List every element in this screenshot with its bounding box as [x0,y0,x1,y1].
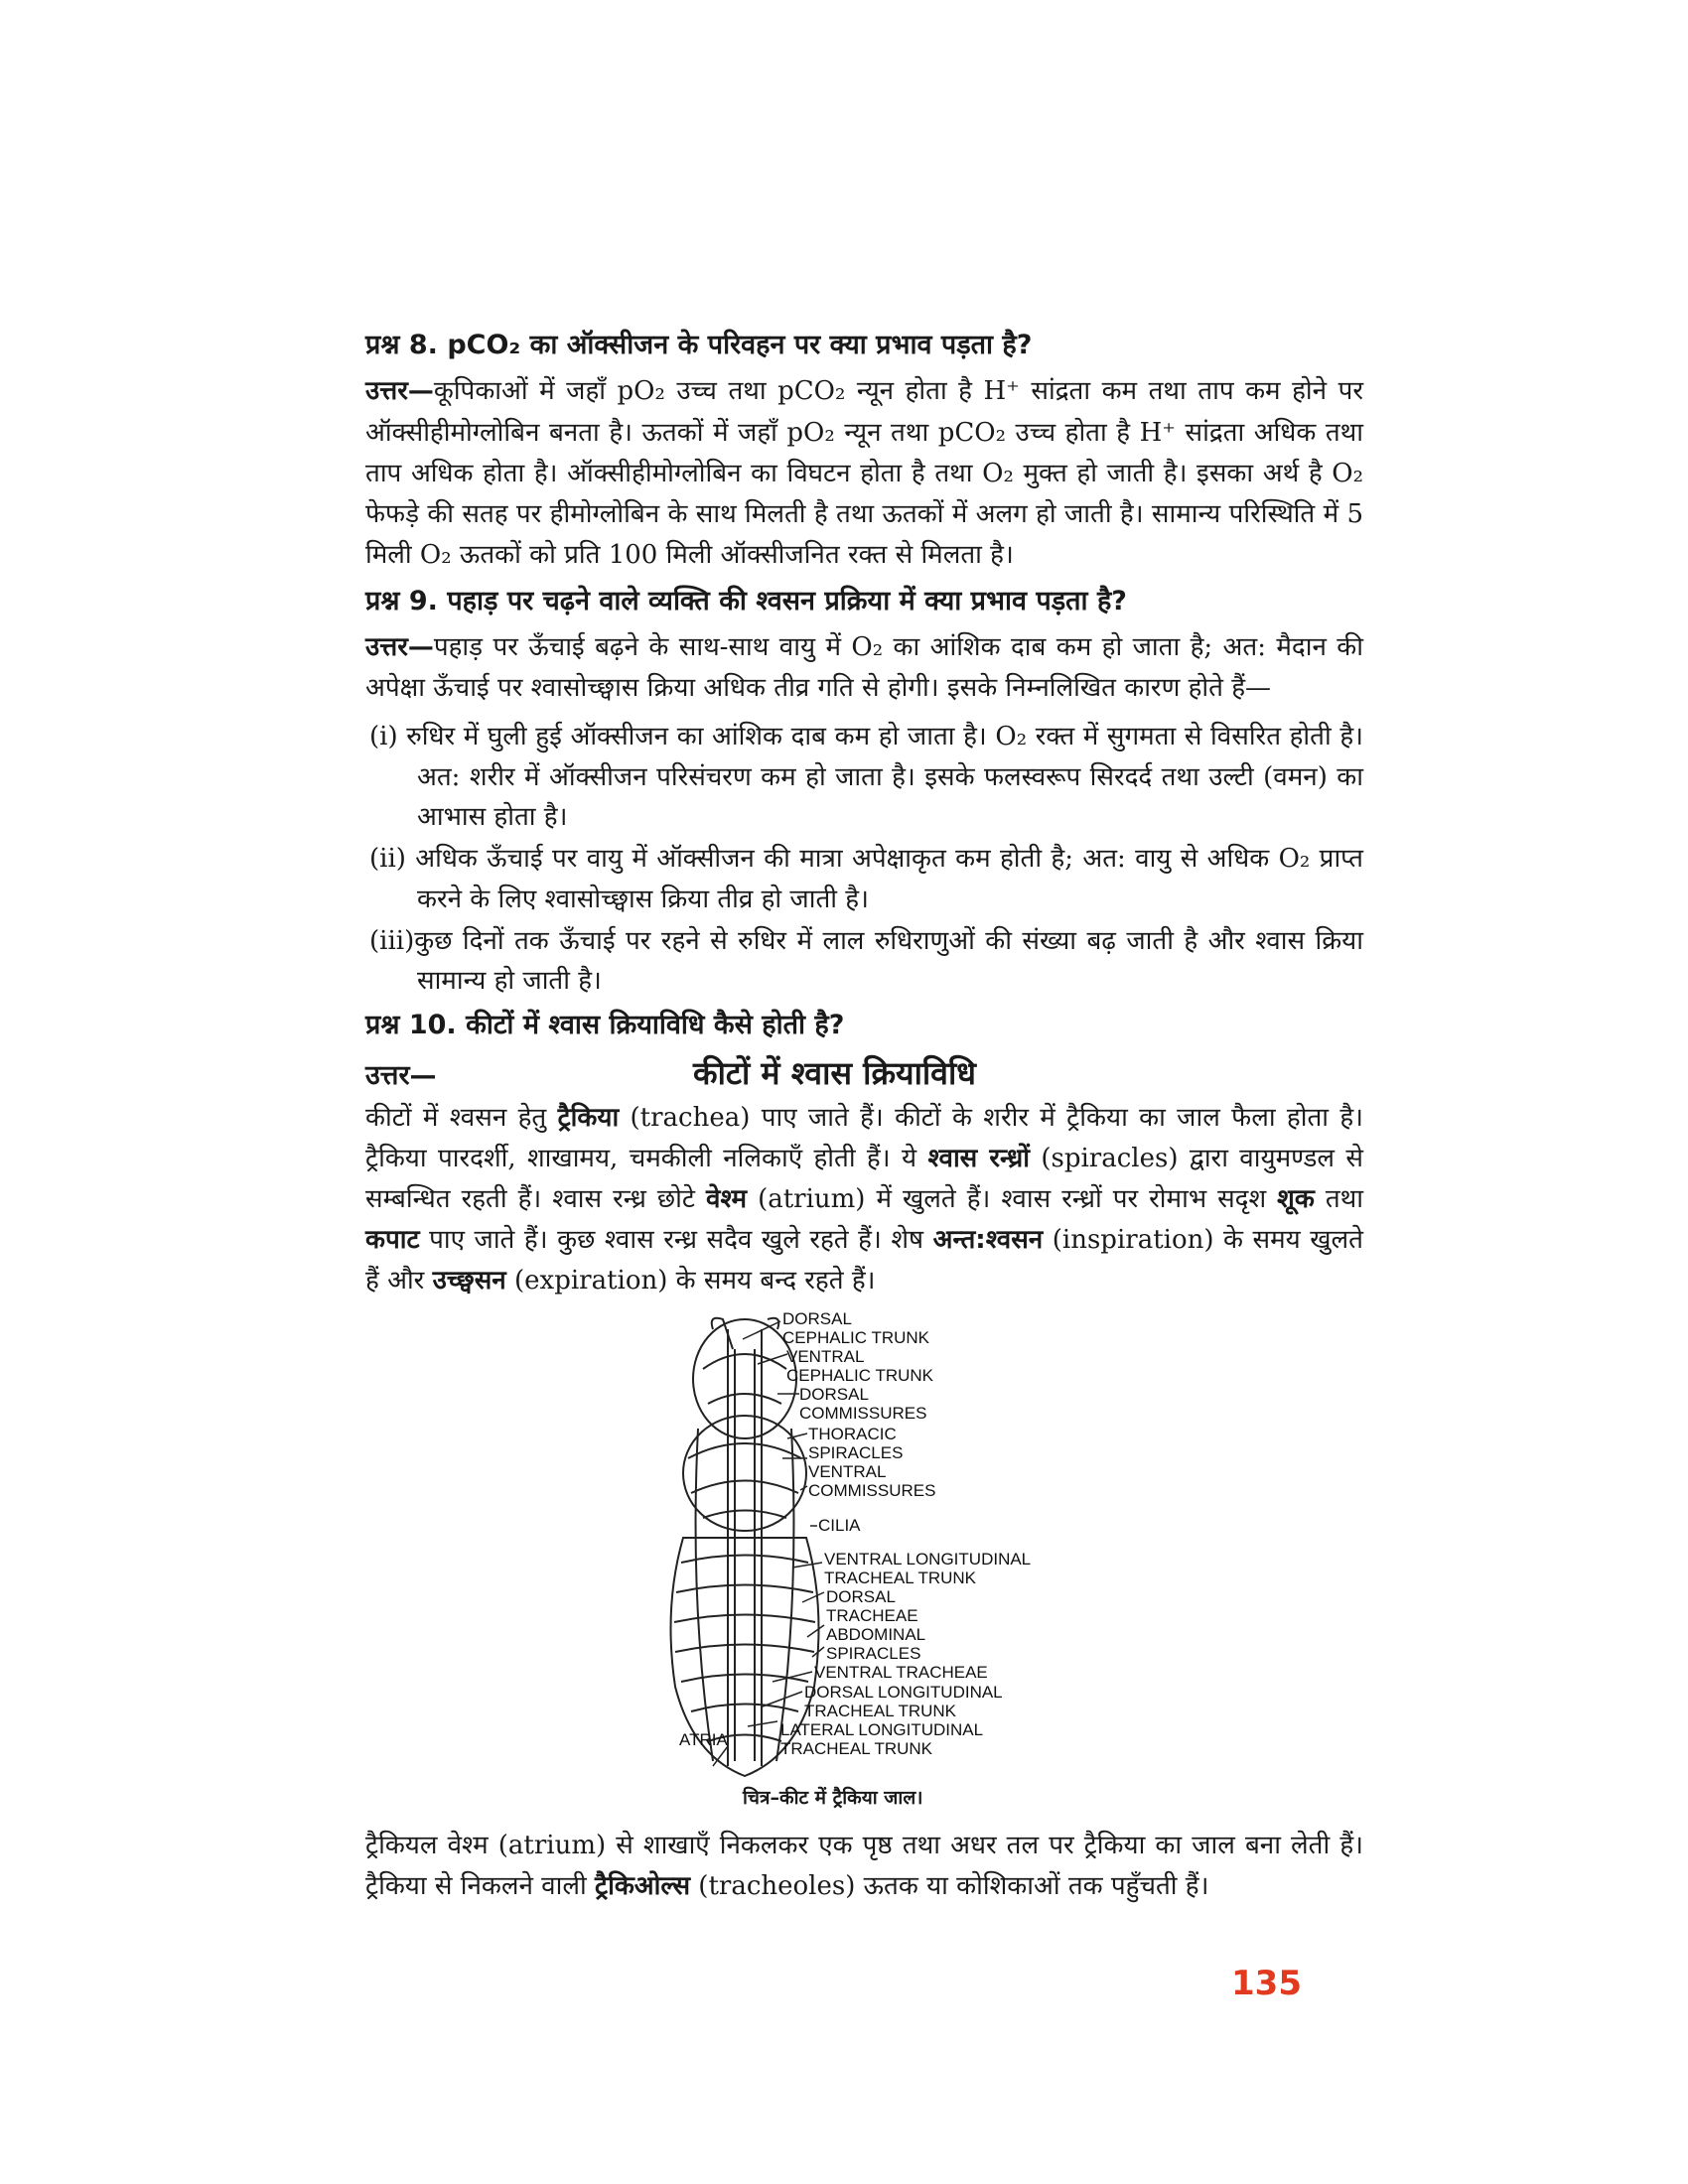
answer-text: कूपिकाओं में जहाँ pO₂ उच्च तथा pCO₂ न्यून होता है H⁺ सांद्रता कम तथा ताप कम होने पर ऑक्सीहीमोग्लोबिन बनता है। ऊतकों में जहाँ pO₂ न्यून तथा pCO₂ उच्च होता है H⁺ सांद्रता अधिक तथा ताप अधिक होता है। ऑक्सीहीमोग्लोबिन का विघटन होता है तथा O₂ मुक्त हो जाती है। इसका अर्थ है O₂ फेफड़े की सतह पर हीमोग्लोबिन के साथ मिलती है तथा ऊतकों में अलग हो जाती है। सामान्य परिस्थिति में 5 मिली O₂ ऊतकों को प्रति 100 मिली ऑक्सीजनित रक्त से मिलता है। [365,376,1363,570]
answer-label: उत्तर— [365,376,434,407]
label-cilia: CILIA [818,1516,861,1536]
question-text: पहाड़ पर चढ़ने वाले व्यक्ति की श्वसन प्रक्रिया में क्या प्रभाव पड़ता है? [447,585,1127,616]
text: तथा [1314,1184,1363,1215]
question-9 [365,584,1363,619]
label-ventral-longitudinal-tracheal-trunk: VENTRAL LONGITUDINAL TRACHEAL TRUNK [824,1550,1032,1588]
answer-label: उत्तर— [365,1059,437,1091]
text: ट्रैकियल वेश्म (atrium) से शाखाएँ निकलकर एक पृष्ठ तथा अधर तल पर ट्रैकिया का जाल बना लेती हैं। ट्रैकिया से निकलने वाली [365,1831,1363,1902]
label-dorsal-cephalic-trunk: DORSAL CEPHALIC TRUNK [782,1309,929,1348]
answer-8 [365,371,1363,575]
label-lateral-longitudinal-tracheal-trunk: LATERAL LONGITUDINAL TRACHEAL TRUNK [780,1720,984,1759]
page-number: 135 [1231,1964,1302,2003]
question-8 [365,328,1363,363]
list-item [365,839,1363,919]
text: (atrium) में खुलते हैं। श्वास रन्ध्रों पर रोमाभ सदृश [747,1184,1278,1215]
reasons-list [365,717,1363,1001]
paragraph-trachea [365,1098,1363,1301]
text: (spiracles) द्वारा वायुमण्डल से सम्बन्धित रहती हैं। श्वास रन्ध्र छोटे [365,1144,1363,1215]
term-atrium: वेश्म [706,1184,748,1215]
page-content [365,328,1363,1915]
text: कीटों में श्वसन हेतु [365,1102,558,1133]
answer-label: उत्तर— [365,632,434,663]
label-atria: ATRIA [679,1730,728,1750]
question-text: कीटों में श्वास क्रियाविधि कैसे होती है? [466,1009,845,1040]
answer-heading-row [365,1051,1363,1094]
label-dorsal-tracheae: DORSAL TRACHEAE [826,1587,918,1626]
question-label: प्रश्न 9. [365,585,438,616]
text: (expiration) के समय बन्द रहते हैं। [505,1266,876,1297]
tracheal-system-figure [365,1309,1363,1826]
item-text: कुछ दिनों तक ऊँचाई पर रहने से रुधिर में लाल रुधिराणुओं की संख्या बढ़ जाती है और श्वास क्रिया सामान्य हो जाती है। [414,925,1363,997]
list-item [365,717,1363,837]
item-number: (ii) [369,844,406,875]
question-label: प्रश्न 8. [365,330,438,360]
list-item [365,921,1363,1002]
label-ventral-commissures: VENTRAL COMMISSURES [808,1462,936,1501]
label-ventral-tracheae: VENTRAL TRACHEAE [814,1663,988,1683]
item-number: (i) [369,722,398,752]
term-bristles: शूक [1277,1184,1315,1215]
text: (inspiration) के समय खुलते हैं और [365,1225,1363,1297]
label-ventral-cephalic-trunk: VENTRAL CEPHALIC TRUNK [786,1347,933,1386]
answer-text: पहाड़ पर ऊँचाई बढ़ने के साथ-साथ वायु में O₂ का आंशिक दाब कम हो जाता है; अत: मैदान की अपेक्षा ऊँचाई पर श्वासोच्छ्वास क्रिया अधिक तीव्र गति से होगी। इसके निम्नलिखित कारण होते हैं— [365,632,1363,704]
item-number: (iii) [369,925,415,956]
label-dorsal-commissures: DORSAL COMMISSURES [799,1385,927,1424]
label-thoracic-spiracles: THORACIC SPIRACLES [808,1425,904,1463]
term-expiration: उच्छ्वसन [432,1266,506,1297]
answer-9 [365,627,1363,709]
item-text: रुधिर में घुली हुई ऑक्सीजन का आंशिक दाब कम हो जाता है। O₂ रक्त में सुगमता से विसरित होती है। अत: शरीर में ऑक्सीजन परिसंचरण कम हो जाता है। इसके फलस्वरूप सिरदर्द तथा उल्टी (वमन) का आभास होता है। [406,722,1363,833]
figure-caption: चित्र–कीट में ट्रैकिया जाल। [743,1787,923,1810]
label-dorsal-longitudinal-tracheal-trunk: DORSAL LONGITUDINAL TRACHEAL TRUNK [804,1683,1003,1721]
term-inspiration: अन्त:श्वसन [932,1225,1044,1256]
section-heading: कीटों में श्वास क्रियाविधि [693,1053,976,1092]
term-valves: कपाट [365,1225,420,1256]
question-label: प्रश्न 10. [365,1009,457,1040]
term-tracheoles: ट्रैकिओल्स [595,1871,691,1902]
text: पाए जाते हैं। कुछ श्वास रन्ध्र सदैव खुले रहते हैं। शेष [419,1225,933,1256]
text: (tracheoles) ऊतक या कोशिकाओं तक पहुँचती हैं। [690,1871,1209,1902]
term-trachea: ट्रैकिया [557,1102,620,1133]
paragraph-tracheoles [365,1826,1363,1907]
item-text: अधिक ऊँचाई पर वायु में ऑक्सीजन की मात्रा अपेक्षाकृत कम होती है; अत: वायु से अधिक O₂ प्राप्त करने के लिए श्वासोच्छ्वास क्रिया तीव्र हो जाती है। [415,844,1364,914]
text: (trachea) पाए जाते हैं। कीटों के शरीर में ट्रैकिया का जाल फैला होता है। ट्रैकिया पारदर्शी, शाखामय, चमकीली नलिकाएँ होती हैं। ये [365,1102,1363,1174]
question-10 [365,1008,1363,1043]
label-abdominal-spiracles: ABDOMINAL SPIRACLES [826,1625,926,1664]
question-text: pCO₂ का ऑक्सीजन के परिवहन पर क्या प्रभाव पड़ता है? [447,330,1033,360]
term-spiracles: श्वास रन्ध्रों [927,1144,1030,1174]
